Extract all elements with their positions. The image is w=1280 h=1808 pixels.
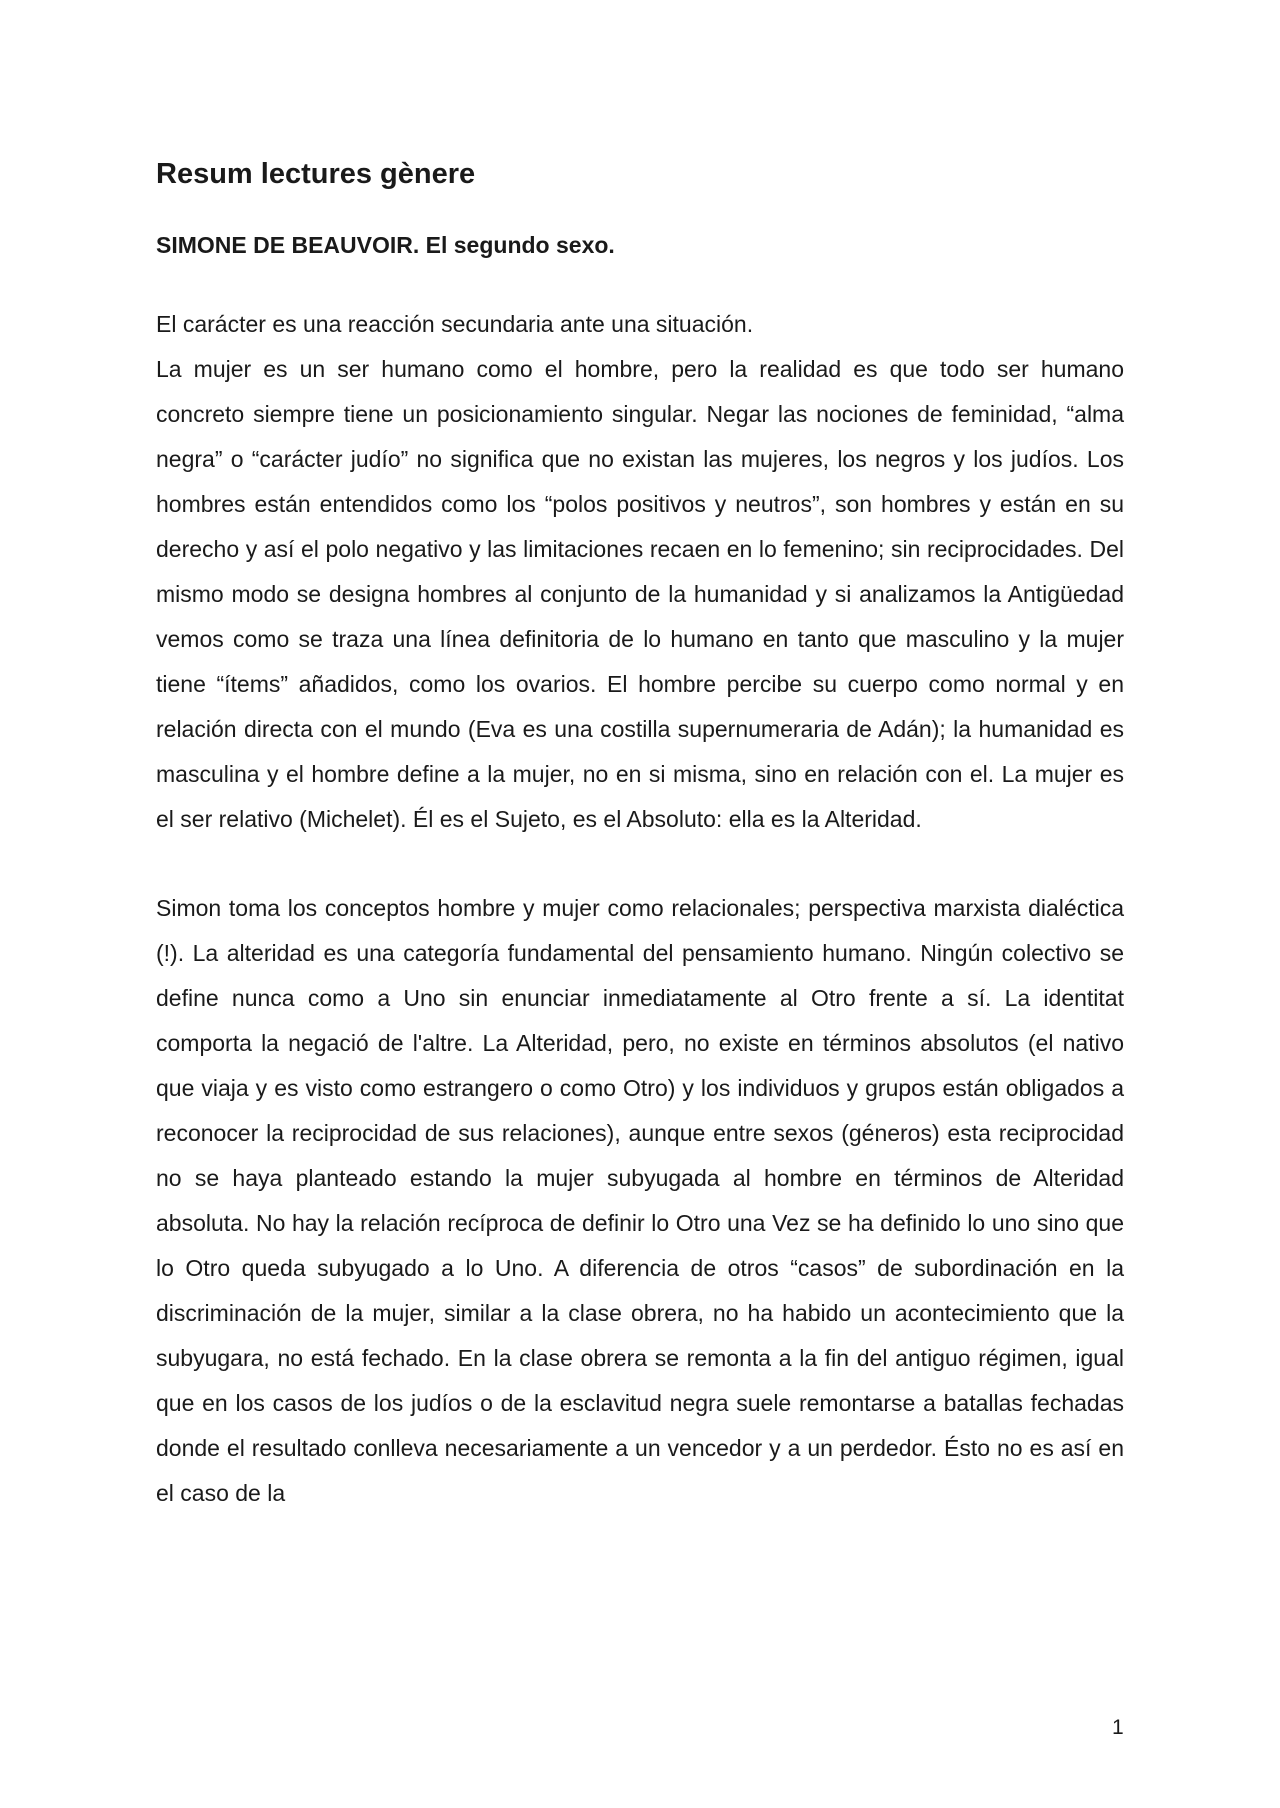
paragraph-2: La mujer es un ser humano como el hombre, pero la realidad es que todo ser humano concreto siempre tiene un posicionamiento singular. Negar las nociones de feminidad, “alma negra” o “carácter judío” no significa que no existan las mujeres, los negros y los judíos. Los hombres están entendidos como los “polos positivos y neutros”, son hombres y están en su derecho y así el polo negativo y las limitaciones recaen en lo femenino; sin reciprocidades. Del mismo modo se designa hombres al conjunto de la humanidad y si analizamos la Antigüedad vemos como se traza una línea definitoria de lo humano en tanto que masculino y la mujer tiene “ítems” añadidos, como los ovarios. El hombre percibe su cuerpo como normal y en relación directa con el mundo (Eva es una costilla supernumeraria de Adán); la humanidad es masculina y el hombre define a la mujer, no en si misma, sino en relación con el. La mujer es el ser relativo (Michelet). Él es el Sujeto, es el Absoluto: ella es la Alteridad.: [156, 356, 1124, 832]
document-body: [156, 150, 1124, 1516]
section-heading: SIMONE DE BEAUVOIR. El segundo sexo.: [156, 232, 615, 258]
paragraph-1: El carácter es una reacción secundaria ante una situación.: [156, 311, 754, 337]
document-title: Resum lectures gènere: [156, 158, 476, 190]
paragraph-3: Simon toma los conceptos hombre y mujer como relacionales; perspectiva marxista dialéctica (!). La alteridad es una categoría fundamental del pensamiento humano. Ningún colectivo se define nunca como a Uno sin enunciar inmediatamente al Otro frente a sí. La identitat comporta la negació de l'altre. La Alteridad, pero, no existe en términos absolutos (el nativo que viaja y es visto como estrangero o como Otro) y los individuos y grupos están obligados a reconocer la reciprocidad de sus relaciones), aunque entre sexos (géneros) esta reciprocidad no se haya planteado estando la mujer subyugada al hombre en términos de Alteridad absoluta. No hay la relación recíproca de definir lo Otro una Vez se ha definido lo uno sino que lo Otro queda subyugado a lo Uno. A diferencia de otros “casos” de subordinación en la discriminación de la mujer, similar a la clase obrera, no ha habido un acontecimiento que la subyugara, no está fechado. En la clase obrera se remonta a la fin del antiguo régimen, igual que en los casos de los judíos o de la esclavitud negra suele remontarse a batallas fechadas donde el resultado conlleva necesariamente a un vencedor y a un perdedor. Ésto no es así en el caso de la: [156, 895, 1124, 1506]
page-number: 1: [1112, 1716, 1124, 1739]
